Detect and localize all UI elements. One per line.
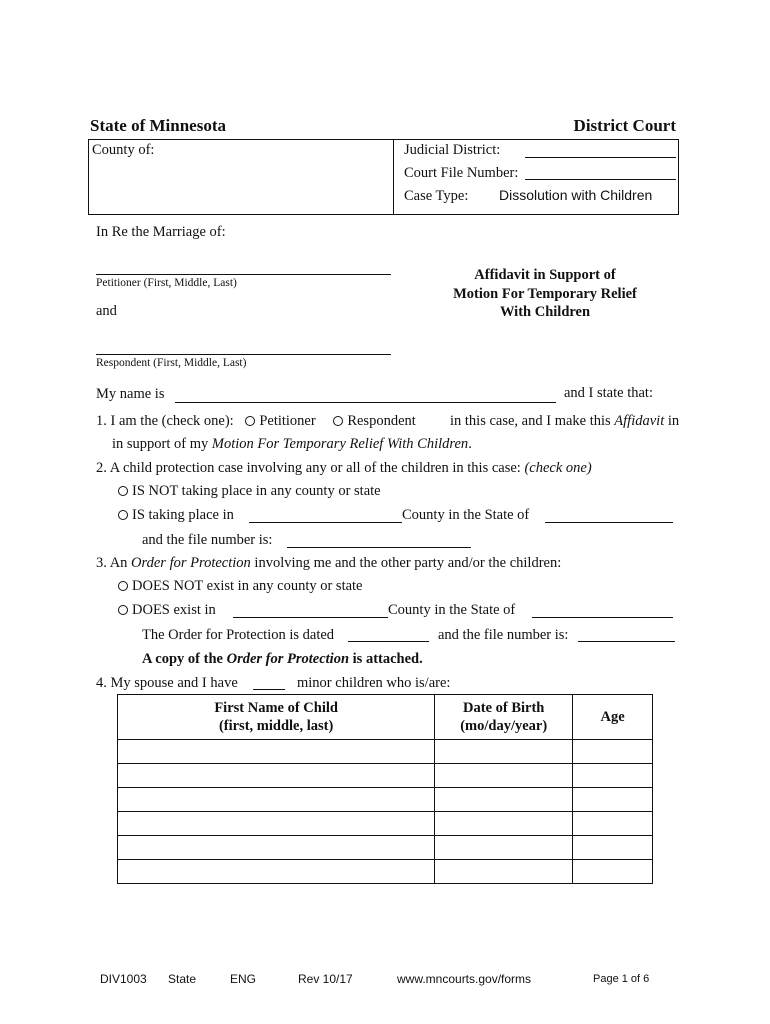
child-name-cell[interactable] [118,788,435,812]
county-label: County of: [92,142,155,158]
footer-state: State [168,972,197,986]
child-age-cell[interactable] [573,860,653,884]
ofp-dated-label: The Order for Protection is dated [142,627,335,643]
case-type-value: Dissolution with Children [499,187,653,203]
cp-state-field[interactable] [545,522,673,523]
col-age: Age [573,695,653,740]
child-age-cell[interactable] [573,836,653,860]
item1-line2-b: . [468,436,472,452]
respondent-option-label: Respondent [347,413,416,429]
footer-rev: Rev 10/17 [298,972,353,986]
footer-url[interactable]: www.mncourts.gov/forms [397,972,532,986]
court-file-number-label: Court File Number: [404,165,519,181]
cp-is-not-label: IS NOT taking place in any county or state [132,483,381,499]
item4-prefix: 4. My spouse and I have [96,675,238,691]
cp-is-radio[interactable] [118,510,128,520]
child-age-cell[interactable] [573,812,653,836]
col-child-name: First Name of Child (first, middle, last) [118,695,435,740]
ofp-copy-italic: Order for Protection [226,651,350,667]
child-name-cell[interactable] [118,764,435,788]
caption-divider [393,140,394,214]
ofp-does-radio[interactable] [118,605,128,615]
item1-suffix-italic: Affidavit [614,413,665,429]
case-type-label: Case Type: [404,188,469,204]
caption-box [88,139,679,215]
children-table-header [118,695,653,740]
ofp-copy-a: A copy of the [142,651,227,667]
title-line-1: Affidavit in Support of [474,267,616,283]
judicial-district-field[interactable] [525,157,676,158]
col-date-of-birth: Date of Birth (mo/day/year) [435,695,573,740]
child-dob-cell[interactable] [435,788,573,812]
child-dob-cell[interactable] [435,860,573,884]
cp-is-label: IS taking place in [132,507,234,523]
respondent-caption: Respondent (First, Middle, Last) [96,357,247,369]
item1-suffix-b: in [664,413,680,429]
item3-ofp-italic: Order for Protection [131,555,251,571]
petitioner-name-field[interactable] [96,274,391,275]
my-name-field[interactable] [175,402,556,403]
item2-check-one: (check one) [524,460,592,476]
child-age-cell[interactable] [573,764,653,788]
child-name-cell[interactable] [118,812,435,836]
petitioner-caption: Petitioner (First, Middle, Last) [96,277,237,289]
child-age-cell[interactable] [573,788,653,812]
child-name-cell[interactable] [118,836,435,860]
item4-suffix: minor children who is/are: [297,675,451,691]
item3-prefix: 3. An [96,555,132,571]
table-row [118,860,653,884]
child-name-cell[interactable] [118,740,435,764]
ofp-file-number-field[interactable] [578,641,675,642]
ofp-date-field[interactable] [348,641,429,642]
court-file-number-field[interactable] [525,179,676,180]
ofp-does-label: DOES exist in [132,602,216,618]
item1-prefix: 1. I am the (check one): [96,413,234,429]
child-age-cell[interactable] [573,740,653,764]
petitioner-radio[interactable] [245,416,255,426]
state-that-text: and I state that: [564,385,653,401]
my-name-label: My name is [96,386,165,402]
cp-is-not-radio[interactable] [118,486,128,496]
table-row [118,812,653,836]
ofp-does-not-label: DOES NOT exist in any county or state [132,578,363,594]
title-line-3: With Children [499,304,591,320]
cp-county-field[interactable] [249,522,402,523]
item3-suffix: involving me and the other party and/or the children: [250,555,562,571]
child-dob-cell[interactable] [435,836,573,860]
in-re-marriage: In Re the Marriage of: [96,224,226,240]
ofp-does-not-radio[interactable] [118,581,128,591]
ofp-file-number-label: and the file number is: [438,627,569,643]
respondent-radio[interactable] [333,416,343,426]
child-dob-cell[interactable] [435,764,573,788]
ofp-county-field[interactable] [233,617,388,618]
child-dob-cell[interactable] [435,812,573,836]
table-row [118,836,653,860]
child-dob-cell[interactable] [435,740,573,764]
children-count-field[interactable] [253,689,285,690]
ofp-county-state-label: County in the State of [388,602,516,618]
respondent-name-field[interactable] [96,354,391,355]
and-text: and [96,303,117,319]
item2-prefix: 2. A child protection case involving any or all of the children in this case: [96,460,525,476]
table-row [118,788,653,812]
item1-line2-italic: Motion For Temporary Relief With Children [211,436,469,452]
footer-page-number: Page 1 of 6 [593,973,650,985]
title-line-2: Motion For Temporary Relief [453,286,637,302]
ofp-state-field[interactable] [532,617,673,618]
court-heading: District Court [573,116,676,135]
children-table [117,694,653,884]
item1-line2-a: in support of my [112,436,212,452]
child-name-cell[interactable] [118,860,435,884]
cp-county-state-label: County in the State of [402,507,530,523]
item1-suffix-a: in this case, and I make this [450,413,615,429]
ofp-copy-b: is attached. [349,651,423,667]
state-heading: State of Minnesota [90,116,226,135]
cp-file-number-field[interactable] [287,547,471,548]
cp-file-number-label: and the file number is: [142,532,273,548]
judicial-district-label: Judicial District: [404,142,501,158]
table-row [118,740,653,764]
table-row [118,764,653,788]
footer-form-id: DIV1003 [100,972,147,986]
petitioner-option-label: Petitioner [259,413,316,429]
footer-lang: ENG [230,972,257,986]
